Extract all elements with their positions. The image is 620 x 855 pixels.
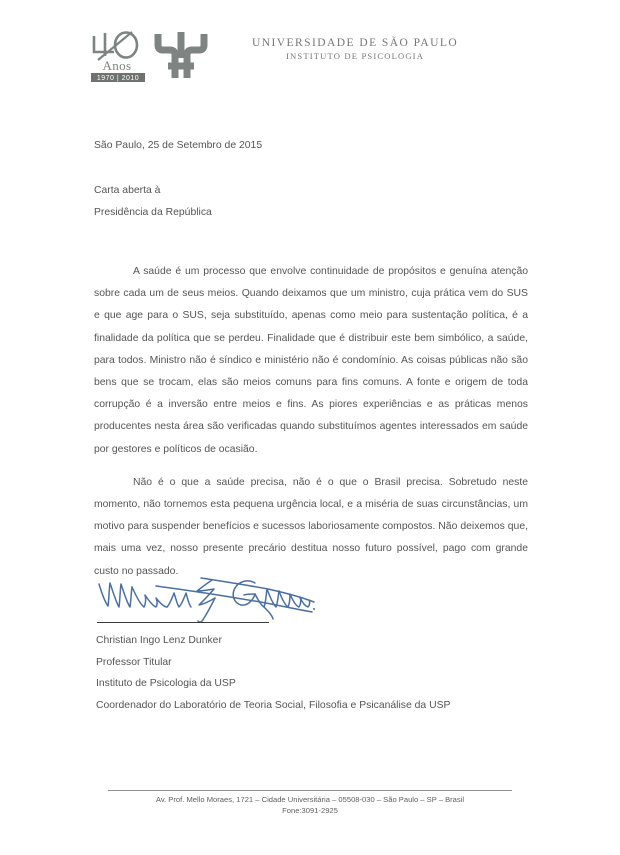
footer-address: Av. Prof. Mello Moraes, 1721 – Cidade Universitária – 05508-030 – São Paulo – SP – Brasil [155,795,465,804]
signatory-title: Professor Titular [96,656,172,668]
signatory-name: Christian Ingo Lenz Dunker [96,635,222,646]
page-footer [108,790,512,816]
letter-body [94,261,528,594]
institute-name: INSTITUTO DE PSICOLOGIA [286,51,425,62]
signatory-institute: Instituto de Psicologia da USP [96,678,236,689]
date-line: São Paulo, 25 de Setembro de 2015 [94,140,263,151]
footer-phone: Fone:3091-2925 [282,806,338,815]
svg-text:1970 | 2010: 1970 | 2010 [96,75,140,83]
signature-rule [97,622,269,623]
anniversary-logo [88,30,148,86]
svg-text:Anos: Anos [102,58,132,73]
footer-divider [108,790,512,791]
paragraph: Não é o que a saúde precisa, não é o que o Brasil precisa. Sobretudo neste momento, não tornemos esta pequena urgência local, e a miséria de suas circunstâncias, um motivo para suspender benefícios e sucessos laboriosamente compostos. Não deixemos que, mais uma vez, nosso presente precário destitua nosso futuro possível, pago com grande custo no passado. [94,476,528,577]
institution-name [252,36,458,63]
signatory-role: Coordenador do Laboratório de Teoria Social, Filosofia e Psicanálise da USP [96,699,451,711]
usp-psi-mark-icon [152,28,210,84]
signatory-details [96,630,450,716]
university-name: UNIVERSIDADE DE SÃO PAULO [252,37,459,49]
paragraph: A saúde é um processo que envolve continuidade de propósitos e genuína atenção sobre cada um de seus meios. Quando deixamos que um ministro, cuja prática vem do SUS e que age para o SUS, seja substituído, apenas como meio para sustentação política, é a finalidade da política que se perdeu. Finalidade que é distribuir este bem simbólico, a saúde, para todos. Ministro não é síndico e ministério não é condomínio. As coisas públicas não são bens que se trocam, elas são meios comuns para fins comuns. A fonte e origem de toda corrupção é a inversão entre meios e fins. As piores experiências e as práticas menos producentes nesta área são verificadas quando substituímos agentes interessados em saúde por gestores e políticos de ocasião. [94,266,528,455]
letterhead [88,26,528,92]
addressee-line-2: Presidência da República [94,207,212,218]
addressee-block [94,180,212,224]
addressee-line-1: Carta aberta à [94,185,161,196]
